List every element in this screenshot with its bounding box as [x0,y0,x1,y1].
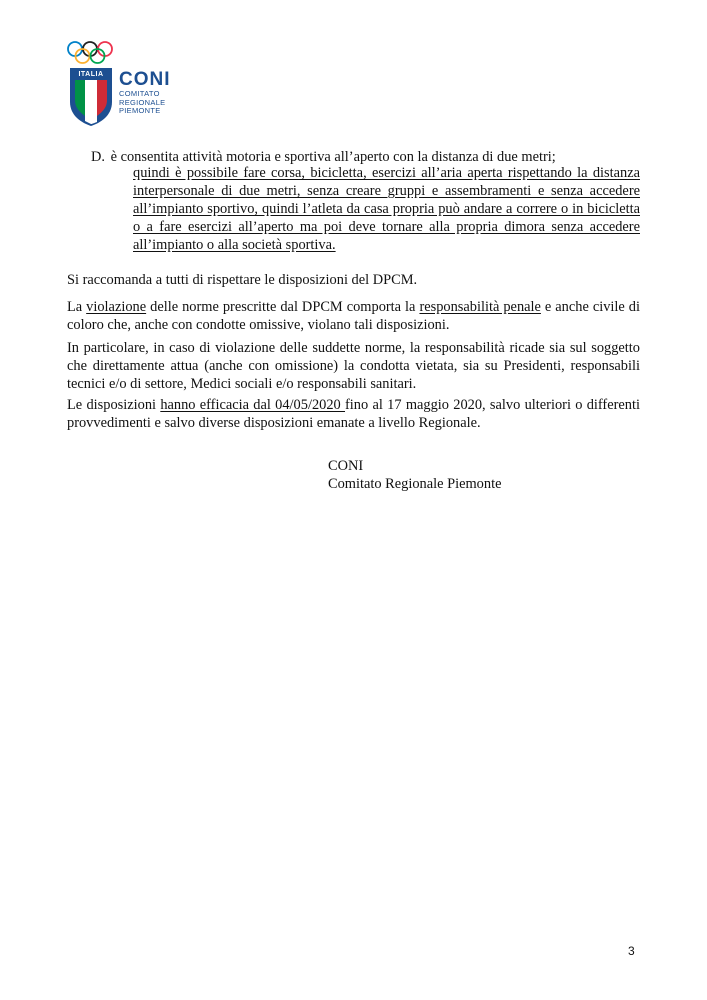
page-number: 3 [628,944,635,958]
text-fragment: Le disposizioni [67,397,161,413]
signature-block [328,457,501,493]
list-marker: D. [91,149,105,165]
coni-logo [64,40,194,132]
list-item-detail: quindi è possibile fare corsa, bicicletta, esercizi all’aria aperta rispettando la distanza interpersonale di due metri, senza creare gruppi e assembramenti e senza accedere all’impianto sportivo, quindi l’atleta da casa propria può andare a correre o in bicicletta o a fare esercizi all’aperto ma poi deve tornare alla propria dimora senza accedere all’impianto o alla società sportiva. [133,165,640,253]
text-fragment: e anche civile di coloro che, anche con condotte omissive, violano tali disposizioni. [67,299,640,333]
paragraph-efficacy [67,396,640,432]
olympic-rings-icon [66,40,122,66]
text-fragment: delle norme prescritte dal DPCM comporta la [146,299,420,315]
brand [119,70,171,116]
underlined-efficacia: hanno efficacia dal 04/05/2020 [160,397,346,413]
list-item-text: è consentita attività motoria e sportiva all’aperto con la distanza di due metri; [110,149,556,165]
brand-subtitle-line: COMITATO [119,89,160,98]
brand-subtitle-line: REGIONALE [119,97,166,107]
signature-committee: Comitato Regionale Piemonte [328,476,502,492]
shield-label: ITALIA [78,71,104,78]
paragraph-responsibility: In particolare, in caso di violazione delle suddette norme, la responsabilità ricade sia sul soggetto che direttamente attua (anche con omissione) la condotta vietata, sia su Presidenti, responsabili tecnici e/o di settore, Medici sociali e/o responsabili sanitari. [67,340,640,392]
underlined-violazione: violazione [86,299,147,315]
signature-org: CONI [328,458,364,474]
text-fragment: fino al 17 maggio 2020, salvo ulteriori o differenti provvedimenti e salvo diverse disposizioni emanate a livello Regionale. [67,397,640,431]
brand-name: CONI [119,69,171,90]
paragraph-recommendation: Si raccomanda a tutti di rispettare le disposizioni del DPCM. [67,272,418,288]
paragraph-violation [67,298,640,334]
underlined-responsabilita: responsabilità penale [419,299,541,315]
brand-subtitle-line: PIEMONTE [119,106,161,115]
text-fragment: La [67,299,87,315]
